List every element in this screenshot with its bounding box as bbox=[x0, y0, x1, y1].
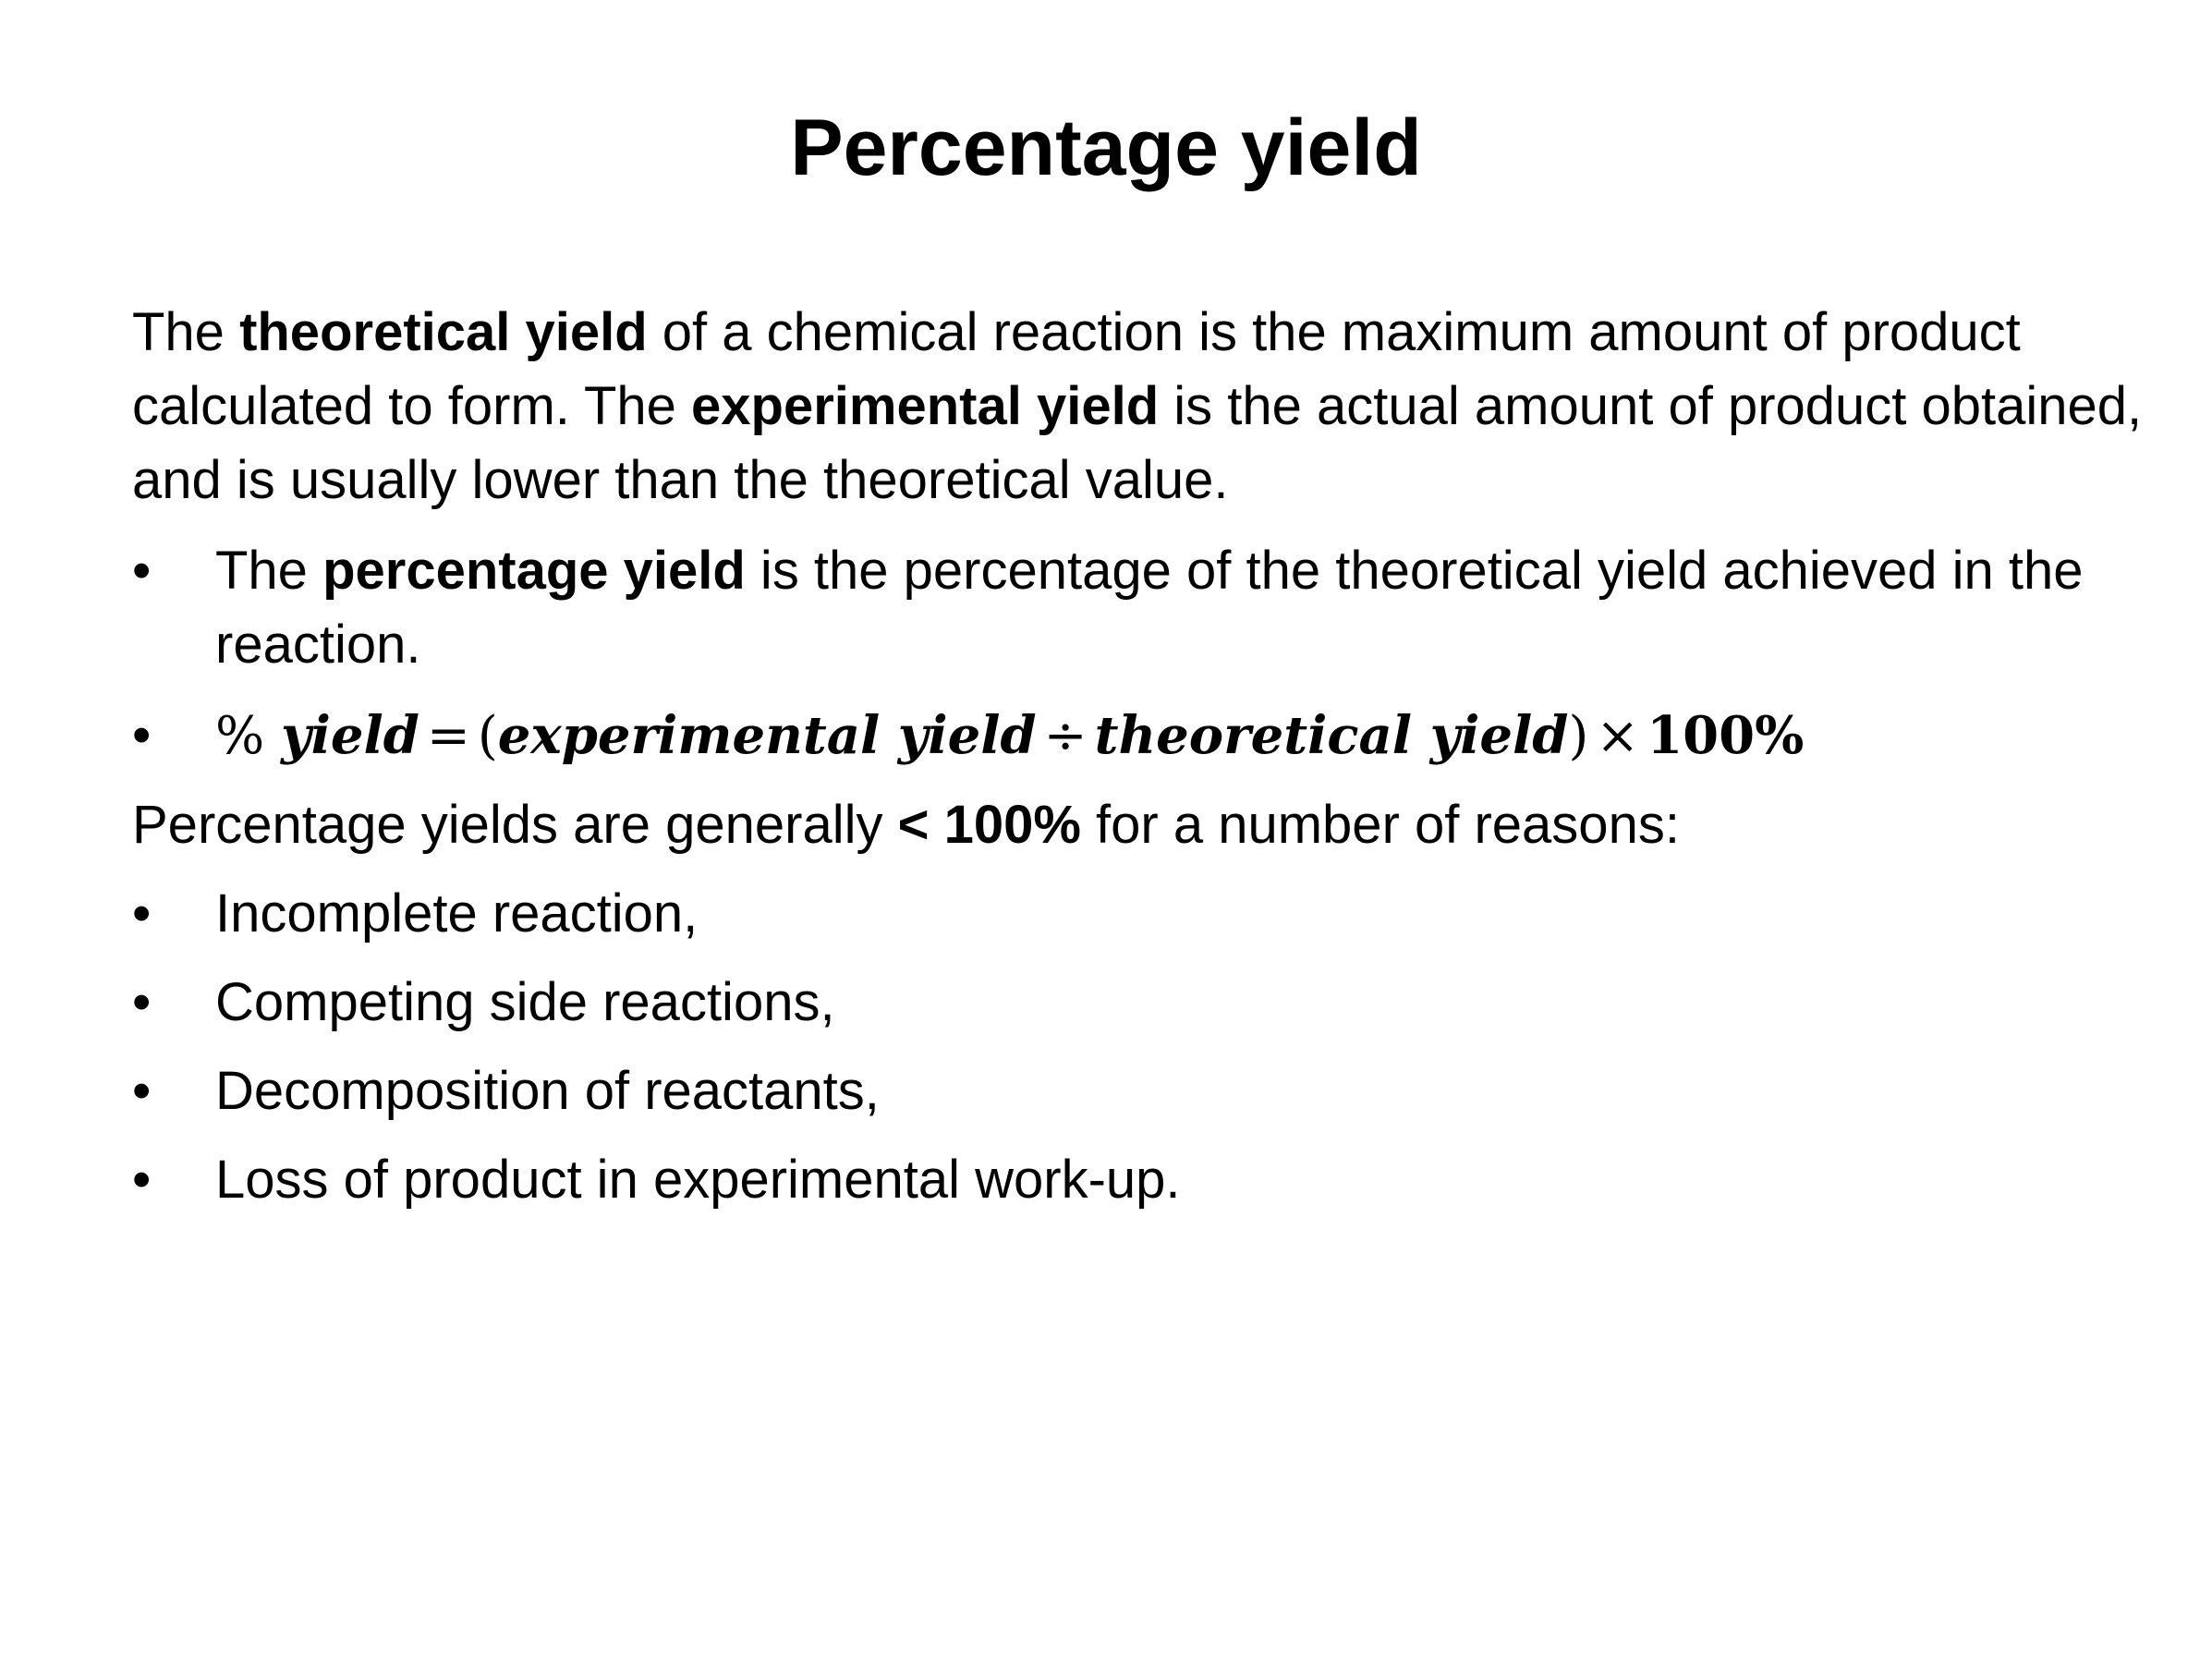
reason-item bbox=[132, 966, 2183, 1040]
bullet-dot: • bbox=[132, 972, 152, 1032]
bullet-dot: • bbox=[132, 1150, 152, 1210]
formula-lparen: ( bbox=[477, 706, 498, 766]
reason-text: Incomplete reaction, bbox=[215, 883, 699, 944]
reason-item bbox=[132, 1054, 2183, 1128]
reasons-intro-text-1: Percentage yields are generally bbox=[132, 795, 898, 855]
formula-times: × bbox=[1596, 706, 1640, 766]
reason-item bbox=[132, 1143, 2183, 1217]
intro-text-3: is the actual amount of product obtained, and is usually lower than the theoretical value. bbox=[132, 376, 2143, 510]
formula-percent: % bbox=[215, 706, 265, 766]
formula-bullet bbox=[132, 699, 2183, 773]
bullet-dot: • bbox=[132, 1061, 152, 1121]
formula-rparen: ) bbox=[1568, 706, 1589, 766]
intro-paragraph bbox=[132, 296, 2183, 518]
reason-item bbox=[132, 877, 2183, 951]
intro-bold-theoretical: theoretical yield bbox=[239, 302, 648, 362]
slide-title: Percentage yield bbox=[790, 104, 1422, 192]
reason-text: Decomposition of reactants, bbox=[215, 1061, 880, 1121]
intro-bold-experimental: experimental yield bbox=[691, 376, 1160, 436]
definition-bold: percentage yield bbox=[322, 541, 746, 601]
reasons-intro-bold: < 100% bbox=[897, 795, 1081, 855]
reason-text: Competing side reactions, bbox=[215, 972, 835, 1032]
reasons-intro bbox=[132, 788, 2183, 862]
formula-term-experimental: experimental yield bbox=[497, 705, 1037, 766]
reason-text: Loss of product in experimental work-up. bbox=[215, 1150, 1181, 1210]
definition-bullet bbox=[132, 534, 2183, 682]
formula-divide: ÷ bbox=[1043, 706, 1088, 766]
definition-text-1: The bbox=[215, 541, 323, 601]
formula-hundred: 100% bbox=[1647, 705, 1805, 766]
definition-text-2: is the percentage of the theoretical yield achieved in the reaction. bbox=[215, 541, 2084, 675]
intro-text-1: The bbox=[132, 302, 240, 362]
formula-equals: = bbox=[426, 706, 470, 766]
reasons-intro-text-2: for a number of reasons: bbox=[1080, 795, 1680, 855]
slide-body bbox=[132, 296, 2183, 1217]
percent-yield-formula bbox=[215, 706, 1804, 766]
bullet-dot: • bbox=[132, 541, 152, 601]
bullet-dot: • bbox=[132, 883, 152, 944]
formula-term-theoretical: theoretical yield bbox=[1094, 705, 1569, 766]
intro-text-2: of a chemical reaction is the maximum amount of product calculated to form. The bbox=[132, 302, 2021, 436]
bullet-dot: • bbox=[132, 705, 152, 765]
formula-lhs: yield bbox=[281, 705, 419, 766]
